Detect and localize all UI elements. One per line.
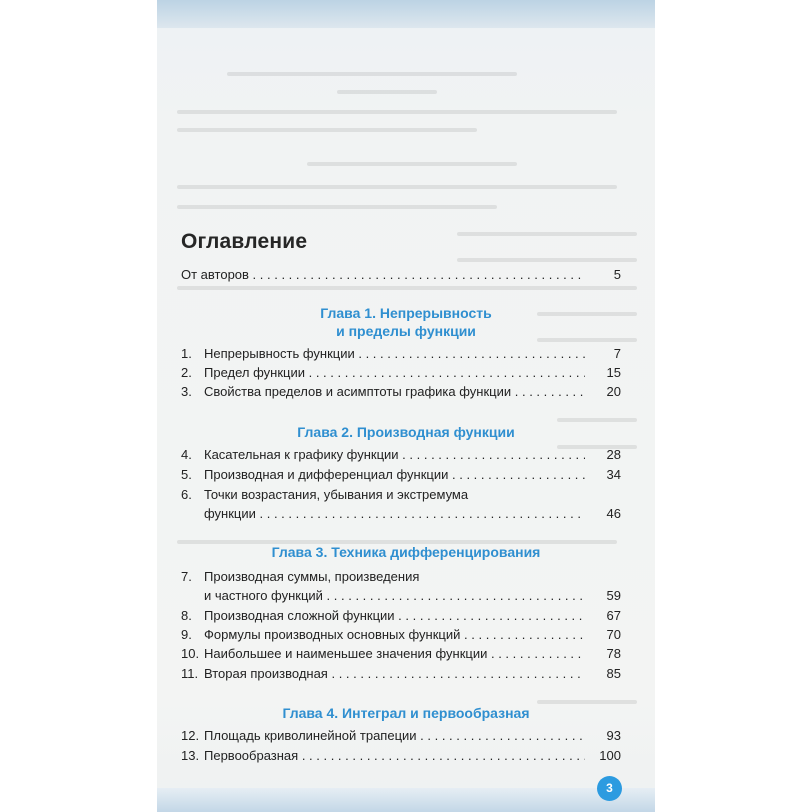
toc-entry[interactable] bbox=[181, 466, 621, 484]
entry-page: 67 bbox=[606, 608, 621, 623]
entry-page: 34 bbox=[606, 467, 621, 482]
entry-number: 6. bbox=[181, 487, 192, 502]
toc-entry-continued[interactable] bbox=[181, 505, 621, 523]
entry-number: 13. bbox=[181, 748, 200, 763]
chapter-1-heading bbox=[157, 304, 655, 340]
toc-entry[interactable] bbox=[181, 568, 621, 586]
entry-page: 100 bbox=[599, 748, 621, 763]
entry-title: Предел функции . . . bbox=[204, 364, 585, 382]
entry-number: 9. bbox=[181, 627, 192, 642]
entry-page: 7 bbox=[613, 346, 621, 361]
toc-entry[interactable] bbox=[181, 345, 621, 363]
entry-title: Формулы производных основных функций . . . bbox=[204, 626, 585, 644]
toc-entry[interactable] bbox=[181, 383, 621, 401]
entry-number: 5. bbox=[181, 467, 192, 482]
entry-page: 5 bbox=[613, 267, 621, 282]
toc-entry[interactable] bbox=[181, 607, 621, 625]
toc-entry[interactable] bbox=[181, 645, 621, 663]
entry-title-line2: функции . . . bbox=[204, 505, 585, 523]
entry-title: От авторов . . . bbox=[181, 266, 585, 284]
entry-title: Точки возрастания, убывания и экстремума bbox=[204, 487, 469, 502]
toc-entry[interactable] bbox=[181, 727, 621, 745]
toc-entry-intro[interactable] bbox=[181, 266, 621, 284]
entry-number: 1. bbox=[181, 346, 192, 361]
toc-entry[interactable] bbox=[181, 626, 621, 644]
page-number-badge: 3 bbox=[597, 776, 622, 801]
entry-title: Площадь криволинейной трапеции . . . bbox=[204, 727, 585, 745]
entry-page: 46 bbox=[606, 506, 621, 521]
chapter-label-line2: и пределы функции bbox=[336, 323, 476, 339]
entry-title: Непрерывность функции . . . bbox=[204, 345, 585, 363]
page-title: Оглавление bbox=[181, 230, 308, 253]
entry-number: 4. bbox=[181, 447, 192, 462]
chapter-label: Глава 1. Непрерывность bbox=[320, 305, 492, 321]
entry-number: 3. bbox=[181, 384, 192, 399]
toc-entry[interactable] bbox=[181, 747, 621, 765]
toc-entry-continued[interactable] bbox=[181, 587, 621, 605]
toc-entry[interactable] bbox=[181, 665, 621, 683]
entry-title: Наибольшее и наименьшее значения функции . . . bbox=[204, 645, 585, 663]
toc-entry[interactable] bbox=[181, 486, 621, 504]
entry-page: 15 bbox=[606, 365, 621, 380]
entry-number: 2. bbox=[181, 365, 192, 380]
bottom-band bbox=[157, 788, 655, 812]
entry-page: 93 bbox=[606, 728, 621, 743]
toc-entry[interactable] bbox=[181, 446, 621, 464]
entry-title: Первообразная . . . bbox=[204, 747, 585, 765]
entry-title: Касательная к графику функции . . . bbox=[204, 446, 585, 464]
entry-page: 85 bbox=[606, 666, 621, 681]
entry-page: 20 bbox=[606, 384, 621, 399]
entry-title-line2: и частного функций . . . bbox=[204, 587, 585, 605]
entry-number: 7. bbox=[181, 569, 192, 584]
entry-number: 8. bbox=[181, 608, 192, 623]
chapter-4-heading bbox=[157, 704, 655, 722]
chapter-2-heading bbox=[157, 423, 655, 441]
entry-title: Производная и дифференциал функции . . . bbox=[204, 466, 585, 484]
chapter-3-heading bbox=[157, 543, 655, 561]
entry-title: Вторая производная . . . bbox=[204, 665, 585, 683]
chapter-label: Глава 2. Производная функции bbox=[297, 424, 515, 440]
toc-entry[interactable] bbox=[181, 364, 621, 382]
chapter-label: Глава 4. Интеграл и первообразная bbox=[282, 705, 530, 721]
entry-title: Производная сложной функции . . . bbox=[204, 607, 585, 625]
entry-page: 70 bbox=[606, 627, 621, 642]
book-page bbox=[157, 0, 655, 812]
entry-title: Свойства пределов и асимптоты графика функции . . . bbox=[204, 383, 585, 401]
entry-page: 28 bbox=[606, 447, 621, 462]
entry-page: 59 bbox=[606, 588, 621, 603]
chapter-label: Глава 3. Техника дифференцирования bbox=[271, 544, 541, 560]
entry-title: Производная суммы, произведения bbox=[204, 569, 420, 584]
entry-number: 10. bbox=[181, 646, 200, 661]
entry-number: 11. bbox=[181, 666, 199, 681]
entry-number: 12. bbox=[181, 728, 200, 743]
entry-page: 78 bbox=[606, 646, 621, 661]
